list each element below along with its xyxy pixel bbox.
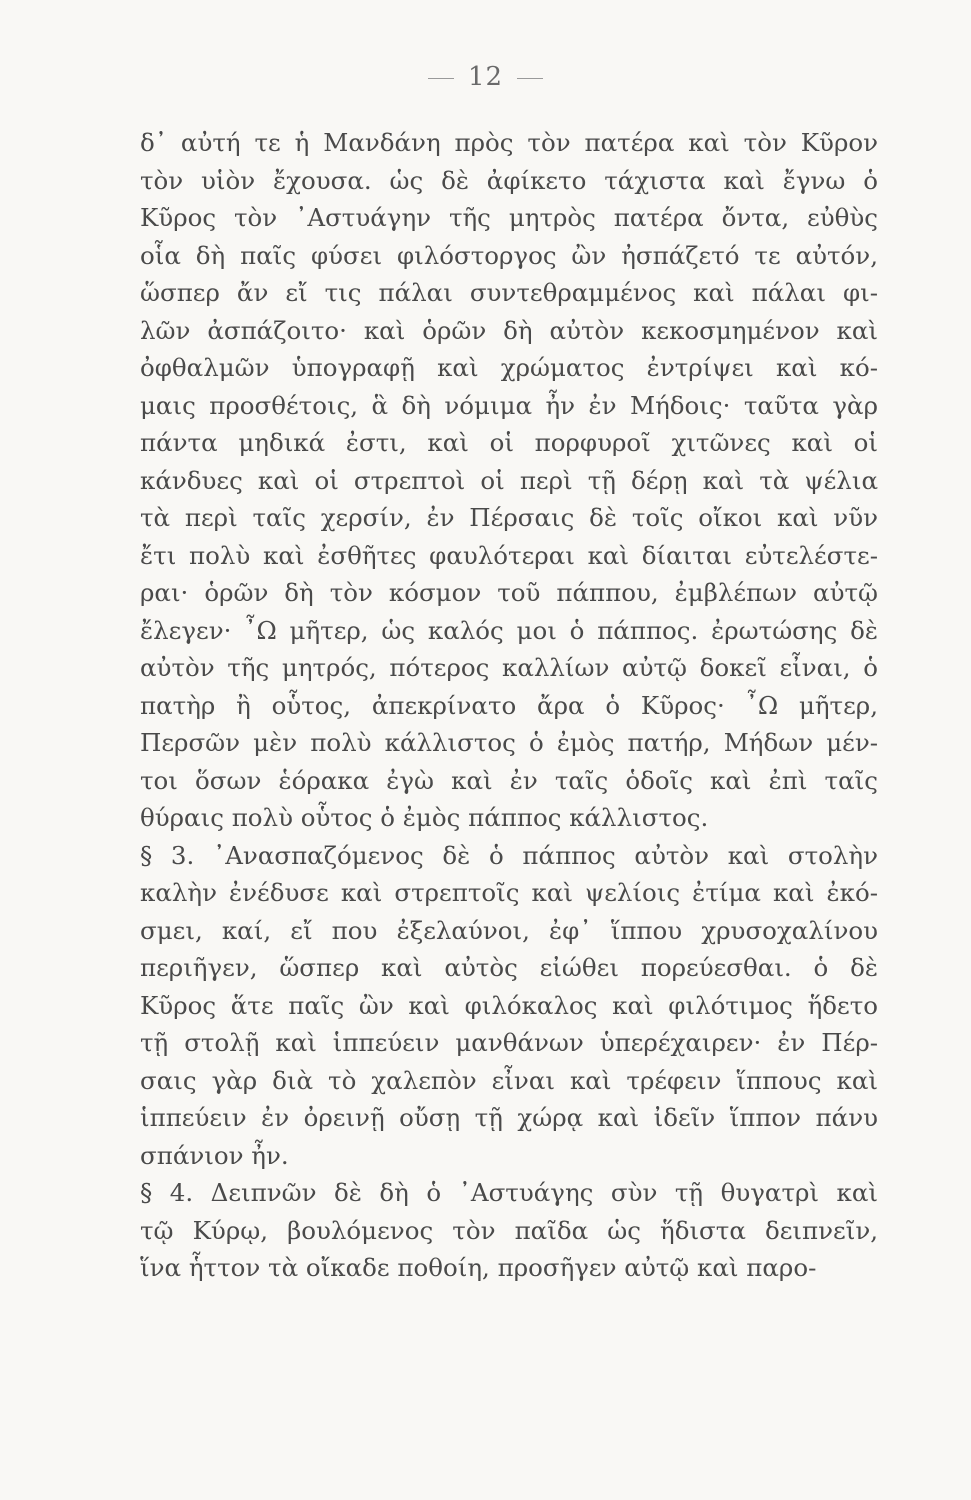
text-line: τοι ὅσων ἑόρακα ἐγὼ καὶ ἐν ταῖς ὁδοῖς καὶ ἐπὶ ταῖς: [140, 765, 878, 795]
text-line: σπάνιον ἦν.: [140, 1140, 289, 1170]
body-text: [140, 124, 878, 1287]
text-line: τὸν υἱὸν ἔχουσα. ὡς δὲ ἀφίκετο τάχιστα καὶ ἔγνω ὁ: [140, 165, 878, 195]
text-line: οἷα δὴ παῖς φύσει φιλόστοργος ὢν ἠσπάζετό τε αὐτόν,: [140, 240, 878, 270]
paragraph: [140, 1174, 878, 1287]
text-line: τὰ περὶ ταῖς χερσίν, ἐν Πέρσαις δὲ τοῖς οἴκοι καὶ νῦν: [140, 503, 878, 532]
right-dash: [517, 78, 543, 79]
text-line: κάνδυες καὶ οἱ στρεπτοὶ οἱ περὶ τῇ δέρῃ καὶ τὰ ψέλια: [140, 465, 878, 495]
text-line: ὀφθαλμῶν ὑπογραφῇ καὶ χρώματος ἐντρίψει καὶ κό-: [140, 353, 878, 382]
text-line: Περσῶν μὲν πολὺ κάλλιστος ὁ ἐμὸς πατήρ, Μήδων μέν-: [140, 728, 878, 757]
text-line: ραι· ὁρῶν δὴ τὸν κόσμον τοῦ πάππου, ἐμβλέπων αὐτῷ: [140, 578, 878, 607]
text-line: ἵνα ἧττον τὰ οἴκαδε ποθοίη, προσῆγεν αὐτῷ καὶ παρο-: [140, 1253, 817, 1282]
text-line: σμει, καί, εἴ που ἐξελαύνοι, ἐφ᾽ ἵππου χρυσοχαλίνου: [140, 915, 878, 945]
text-line: Κῦρος ἅτε παῖς ὢν καὶ φιλόκαλος καὶ φιλότιμος ἥδετο: [140, 990, 878, 1020]
left-dash: [428, 78, 454, 79]
text-line: πατὴρ ἢ οὗτος, ἀπεκρίνατο ἄρα ὁ Κῦρος· ῏Ω μῆτερ,: [140, 690, 878, 720]
text-line: καλὴν ἐνέδυσε καὶ στρεπτοῖς καὶ ψελίοις ἐτίμα καὶ ἐκό-: [140, 878, 878, 907]
text-line: αὐτὸν τῆς μητρός, πότερος καλλίων αὐτῷ δοκεῖ εἶναι, ὁ: [140, 653, 878, 682]
text-line: ὥσπερ ἄν εἴ τις πάλαι συντεθραμμένος καὶ πάλαι φι-: [140, 278, 878, 307]
text-line: τῷ Κύρῳ, βουλόμενος τὸν παῖδα ὡς ἥδιστα δειπνεῖν,: [140, 1215, 878, 1245]
paragraph: [140, 837, 878, 1175]
text-line: ἔτι πολὺ καὶ ἐσθῆτες φαυλότεραι καὶ δίαιται εὐτελέστε-: [140, 540, 878, 570]
text-line: πάντα μηδικά ἐστι, καὶ οἱ πορφυροῖ χιτῶνες καὶ οἱ: [140, 428, 878, 457]
text-line: θύραις πολὺ οὗτος ὁ ἐμὸς πάππος κάλλιστος.: [140, 803, 709, 832]
text-line: λῶν ἀσπάζοιτο· καὶ ὁρῶν δὴ αὐτὸν κεκοσμημένον καὶ: [140, 315, 878, 345]
text-line: τῇ στολῇ καὶ ἱππεύειν μανθάνων ὑπερέχαιρεν· ἐν Πέρ-: [140, 1028, 878, 1057]
text-line: περιῆγεν, ὥσπερ καὶ αὐτὸς εἰώθει πορεύεσθαι. ὁ δὲ: [140, 953, 878, 982]
text-line: μαις προσθέτοις, ἃ δὴ νόμιμα ἦν ἐν Μήδοις· ταῦτα γὰρ: [140, 390, 878, 420]
text-line: ἱππεύειν ἐν ὀρεινῇ οὔσῃ τῇ χώρᾳ καὶ ἰδεῖν ἵππον πάνυ: [140, 1103, 878, 1132]
text-line: δ᾽ αὐτή τε ἡ Μανδάνη πρὸς τὸν πατέρα καὶ τὸν Κῦρον: [140, 128, 878, 157]
page-header: [0, 62, 971, 102]
page-number: 12: [467, 62, 504, 92]
text-line: σαις γὰρ διὰ τὸ χαλεπὸν εἶναι καὶ τρέφειν ἵππους καὶ: [140, 1065, 878, 1095]
text-line: ἔλεγεν· ῏Ω μῆτερ, ὡς καλός μοι ὁ πάππος. ἐρωτώσης δὲ: [140, 615, 878, 645]
text-line: § 3. ᾽Ανασπαζόμενος δὲ ὁ πάππος αὐτὸν καὶ στολὴν: [140, 840, 878, 870]
text-line: Κῦρος τὸν ᾽Αστυάγην τῆς μητρὸς πατέρα ὄντα, εὐθὺς: [140, 203, 878, 232]
text-line: § 4. Δειπνῶν δὲ δὴ ὁ ᾽Αστυάγης σὺν τῇ θυγατρὶ καὶ: [140, 1178, 878, 1207]
paragraph: [140, 124, 878, 837]
